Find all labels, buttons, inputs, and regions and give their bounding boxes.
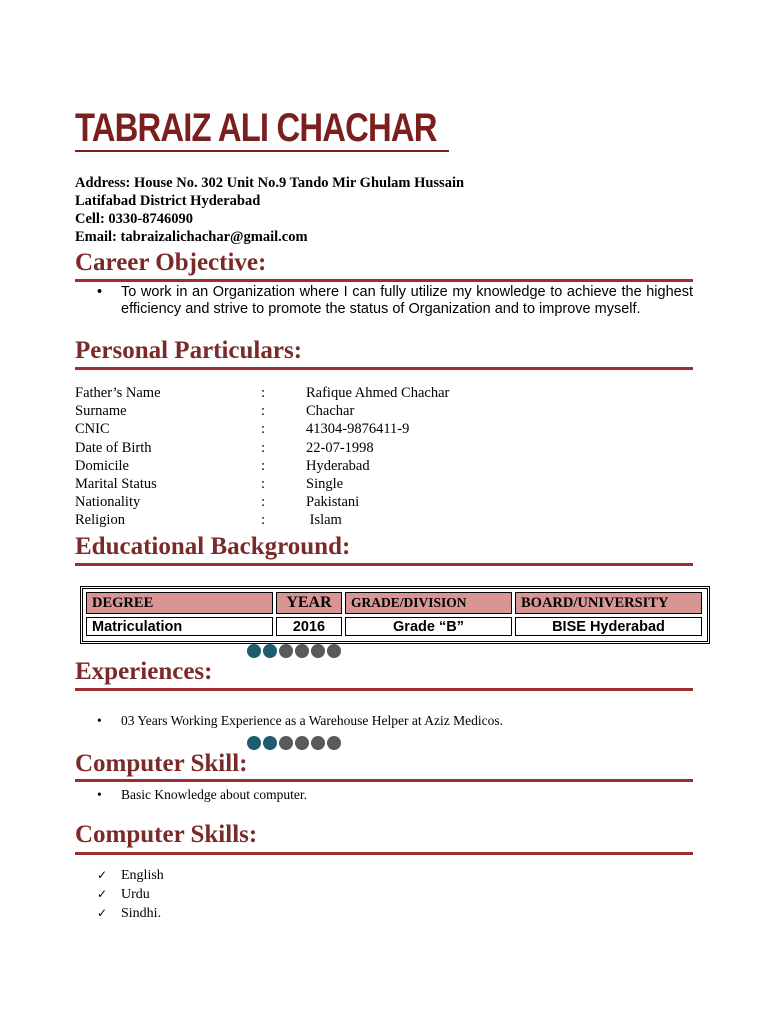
education-table (80, 586, 710, 644)
particular-label: Marital Status (75, 475, 157, 492)
computer-skill-rule (75, 779, 693, 782)
dot-icon (279, 736, 293, 750)
particular-label: CNIC (75, 421, 110, 438)
experiences-heading: Experiences: (75, 658, 213, 685)
experiences-rule (75, 688, 693, 691)
dot-icon (247, 644, 261, 658)
experiences-list (75, 712, 693, 729)
career-objective-rule (75, 279, 693, 282)
dot-icon (279, 644, 293, 658)
list-item (75, 904, 164, 923)
dot-icon (263, 736, 277, 750)
computer-skill-list (75, 786, 693, 803)
cell-number: Cell: 0330-8746090 (75, 211, 193, 227)
bullet-icon: • (97, 284, 103, 300)
particular-value: Pakistani (306, 494, 360, 511)
skill-text: Urdu (121, 887, 150, 902)
bullet-icon: • (97, 713, 102, 728)
career-objective-heading: Career Objective: (75, 249, 267, 276)
list-item (75, 284, 693, 318)
decorative-dots (247, 644, 343, 658)
year-cell: 2016 (276, 617, 342, 636)
particular-value: Chachar (306, 403, 355, 420)
computer-skill-text: Basic Knowledge about computer. (121, 787, 307, 802)
particular-separator: : (261, 457, 266, 474)
computer-skill-heading: Computer Skill: (75, 750, 248, 777)
column-header-year: YEAR (276, 592, 342, 614)
particular-separator: : (261, 439, 266, 456)
bullet-icon: • (97, 787, 102, 802)
particular-value: 41304-9876411-9 (306, 421, 410, 438)
particular-value: Islam (306, 512, 342, 529)
address-line-1: Address: House No. 302 Unit No.9 Tando Mir Ghulam Hussain (75, 175, 465, 191)
particular-label: Father’s Name (75, 385, 161, 401)
dot-icon (247, 736, 261, 750)
personal-particulars-heading: Personal Particulars: (75, 337, 303, 364)
email-address: Email: tabraizalichachar@gmail.com (75, 229, 308, 245)
check-icon: ✓ (97, 868, 108, 882)
address-line-2: Latifabad District Hyderabad (75, 193, 261, 209)
skill-text: Sindhi. (121, 906, 162, 921)
education-table-header (86, 592, 704, 614)
particular-value: 22-07-1998 (306, 439, 374, 456)
particular-value: Rafique Ahmed Chachar (306, 385, 450, 401)
dot-icon (263, 644, 277, 658)
educational-background-heading: Educational Background: (75, 533, 351, 560)
dot-icon (311, 736, 325, 750)
list-item (75, 712, 693, 729)
particular-label: Nationality (75, 494, 141, 511)
degree-cell: Matriculation (86, 617, 273, 636)
personal-particulars-rule (75, 367, 693, 370)
contact-block (75, 174, 464, 246)
computer-skills-rule (75, 852, 693, 855)
column-header-board: BOARD/UNIVERSITY (515, 592, 702, 614)
list-item (75, 786, 693, 803)
particular-value: Hyderabad (306, 457, 370, 474)
list-item (75, 885, 164, 904)
check-icon: ✓ (97, 906, 108, 920)
computer-skills-list (75, 866, 164, 923)
career-objective-list (75, 284, 693, 318)
objective-text: To work in an Organization where I can fully utilize my knowledge to achieve the highest efficiency and strive to promote the status of Organization and to improve myself. (121, 284, 693, 317)
dot-icon (295, 644, 309, 658)
board-cell: BISE Hyderabad (515, 617, 702, 636)
column-header-grade: GRADE/DIVISION (345, 592, 512, 614)
skill-text: English (121, 868, 164, 883)
dot-icon (311, 644, 325, 658)
dot-icon (327, 644, 341, 658)
column-header-degree: DEGREE (86, 592, 273, 614)
educational-background-rule (75, 563, 693, 566)
particular-label: Religion (75, 512, 125, 529)
particular-separator: : (261, 421, 266, 438)
particular-separator: : (261, 475, 266, 492)
name-underline (75, 150, 449, 152)
dot-icon (295, 736, 309, 750)
experience-text: 03 Years Working Experience as a Warehouse Helper at Aziz Medicos. (121, 713, 503, 728)
particular-label: Surname (75, 403, 127, 420)
particular-separator: : (261, 385, 266, 401)
particular-label: Date of Birth (75, 439, 152, 456)
particular-value: Single (306, 475, 344, 492)
particular-separator: : (261, 403, 266, 420)
decorative-dots (247, 736, 343, 750)
list-item (75, 866, 164, 885)
table-row (86, 617, 704, 636)
particular-separator: : (261, 494, 266, 511)
particular-separator: : (261, 512, 266, 529)
computer-skills-heading: Computer Skills: (75, 821, 258, 848)
check-icon: ✓ (97, 887, 108, 901)
grade-cell: Grade “B” (345, 617, 512, 636)
particular-label: Domicile (75, 457, 129, 474)
dot-icon (327, 736, 341, 750)
candidate-name: TABRAIZ ALI CHACHAR (75, 106, 437, 150)
